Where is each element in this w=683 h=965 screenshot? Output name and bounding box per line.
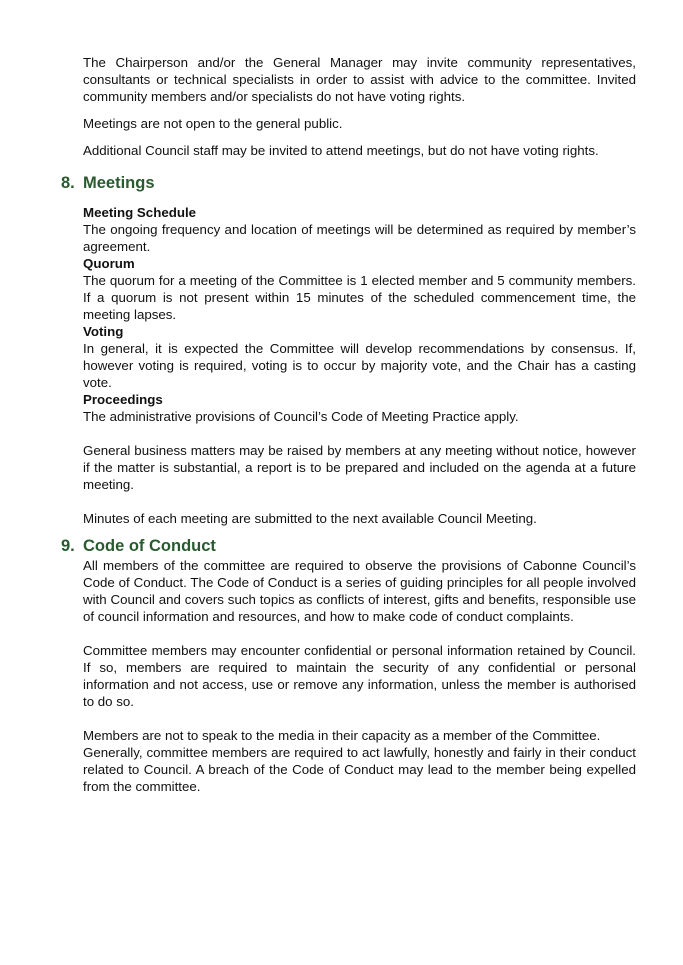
section-9-title: Code of Conduct	[83, 537, 216, 555]
voting-text: In general, it is expected the Committee will develop recommendations by consensus. If, however voting is required, voting is to occur by majority vote, and the Chair has a casting vote.	[83, 341, 636, 390]
section-9-heading	[61, 535, 636, 557]
voting-heading: Voting	[83, 324, 124, 339]
meeting-schedule-heading: Meeting Schedule	[83, 205, 197, 220]
proceedings-heading: Proceedings	[83, 392, 163, 407]
quorum-text: The quorum for a meeting of the Committee is 1 elected member and 5 community members. If a quorum is not present within 15 minutes of the scheduled commencement time, the meeting lapses.	[83, 273, 636, 322]
meeting-schedule-text: The ongoing frequency and location of meetings will be determined as required by member’s agreement.	[83, 222, 636, 254]
proceedings-text-1: The administrative provisions of Council’s Code of Meeting Practice apply.	[83, 409, 519, 424]
intro-public-paragraph: Meetings are not open to the general public.	[83, 116, 343, 131]
code-of-conduct-text-3b: Generally, committee members are required to act lawfully, honestly and fairly in their conduct related to Council. A breach of the Code of Conduct may lead to the member being expelled from the committee.	[83, 745, 636, 794]
page-content	[61, 54, 636, 795]
quorum-heading: Quorum	[83, 256, 135, 271]
proceedings-text-2: General business matters may be raised by members at any meeting without notice, however if the matter is substantial, a report is to be prepared and included on the agenda at a future meeting.	[83, 443, 636, 492]
section-8-number: 8.	[61, 174, 75, 192]
section-8-title: Meetings	[83, 174, 155, 192]
intro-invitation-paragraph: The Chairperson and/or the General Manager may invite community representatives, consultants or technical specialists in order to assist with advice to the committee. Invited community members and/or specialists do not have voting rights.	[83, 55, 636, 104]
code-of-conduct-text-1: All members of the committee are required to observe the provisions of Cabonne Council’s Code of Conduct. The Code of Conduct is a series of guiding principles for all people involved with Council and covers such topics as conflicts of interest, gifts and benefits, responsible use of council information and resources, and how to make code of conduct complaints.	[83, 558, 636, 624]
code-of-conduct-text-2: Committee members may encounter confidential or personal information retained by Council. If so, members are required to maintain the security of any confidential or personal information and not access, use or remove any information, unless the member is authorised to do so.	[83, 643, 636, 709]
section-8-heading	[61, 172, 636, 194]
intro-staff-paragraph: Additional Council staff may be invited to attend meetings, but do not have voting rights.	[83, 143, 599, 158]
code-of-conduct-text-3a: Members are not to speak to the media in their capacity as a member of the Committee.	[83, 728, 601, 743]
section-9-number: 9.	[61, 537, 75, 555]
proceedings-text-3: Minutes of each meeting are submitted to the next available Council Meeting.	[83, 511, 537, 526]
